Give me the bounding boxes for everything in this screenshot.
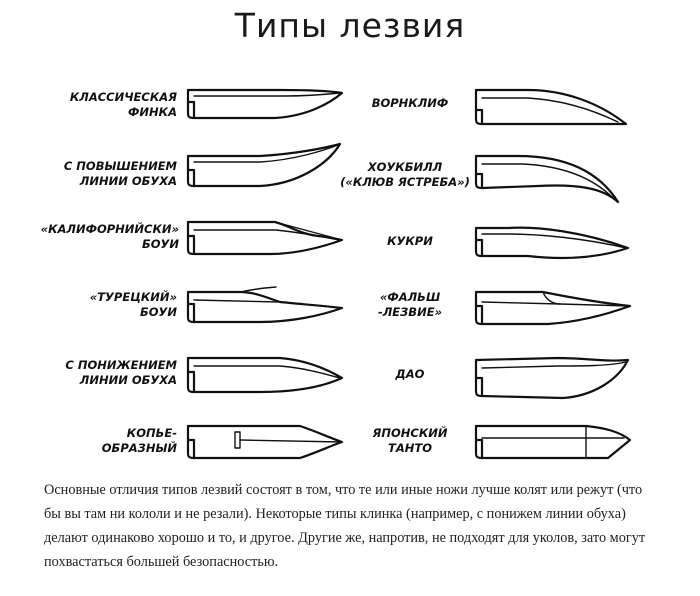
label-wharncliffe: ВОРНКЛИФ (371, 96, 449, 110)
label-false-edge: «ФАЛЬШ -ЛЕЗВИЕ» (377, 290, 443, 319)
blade-raised (180, 142, 350, 192)
blade-kukri (468, 214, 638, 264)
label-hawkbill: ХОУКБИЛЛ («КЛЮВ ЯСТРЕБА») (340, 160, 470, 189)
label-raised: С ПОВЫШЕНИЕМ ЛИНИИ ОБУХА (63, 159, 177, 188)
blade-classic (180, 78, 350, 128)
label-turkish: «ТУРЕЦКИЙ» БОУИ (89, 290, 177, 319)
blade-spear (180, 418, 350, 468)
blade-tanto (468, 418, 638, 468)
blade-turkish (180, 280, 350, 330)
label-california: «КАЛИФОРНИЙСКИ» БОУИ (40, 222, 179, 251)
blade-wharncliffe (468, 80, 638, 130)
blade-hawkbill (468, 148, 638, 208)
label-kukri: КУКРИ (387, 234, 433, 248)
label-dao: ДАО (395, 367, 425, 381)
label-classic: КЛАССИЧЕСКАЯ ФИНКА (69, 90, 177, 119)
label-tanto: ЯПОНСКИЙ ТАНТО (372, 426, 448, 455)
blade-dao (468, 346, 638, 406)
blade-lowered (180, 348, 350, 398)
label-spear: КОПЬЕ- ОБРАЗНЫЙ (101, 426, 177, 455)
label-lowered: С ПОНИЖЕНИЕМ ЛИНИИ ОБУХА (65, 358, 177, 387)
caption-text: Основные отличия типов лезвий состоят в том, что те или иные ножи лучше колят или режут (что бы вы там ни кололи и не резали). Некоторые типы клинка (например, с понижем линии обуха) делают одинаково хорошо и то, и другое. Другие же, напротив, не подходят для уколов, зато могут похвастаться большей безопасностью. (44, 482, 646, 570)
page-title: Типы лезвия (234, 6, 466, 45)
blade-false-edge (468, 282, 638, 332)
blade-california (180, 212, 350, 262)
